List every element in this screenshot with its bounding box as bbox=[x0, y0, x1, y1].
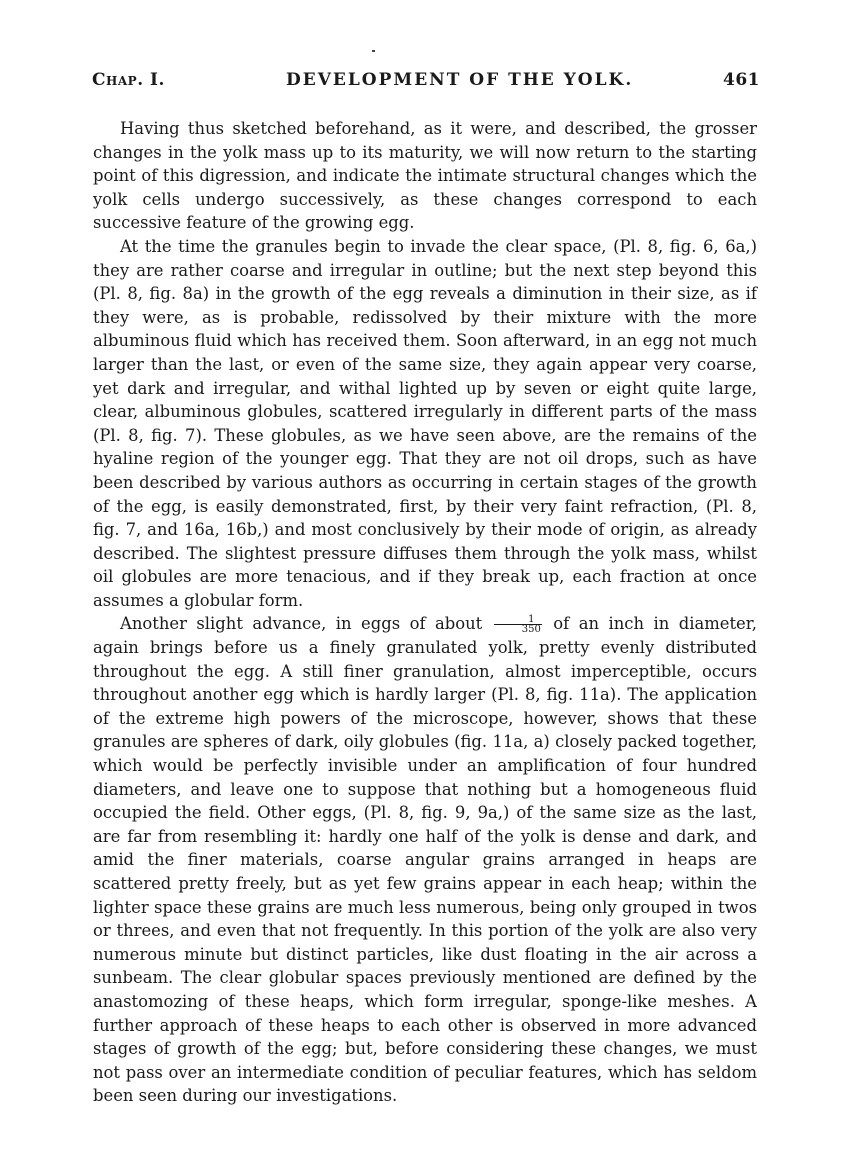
page-number: 461 bbox=[723, 70, 760, 90]
printer-mark bbox=[372, 50, 375, 52]
paragraph-3 bbox=[93, 612, 757, 1107]
running-header bbox=[92, 70, 760, 94]
fraction-numerator: 1 bbox=[494, 615, 542, 625]
paragraph-1: Having thus sketched beforehand, as it were, and described, the grosser changes in the yolk mass up to its maturity, we will now return to the starting point of this digression, and indicate the intimate structural changes which the yolk cells undergo successively, as these changes correspond to each successive feature of the growing egg. bbox=[93, 119, 757, 233]
paragraph-3-rest: of an inch in diameter, again brings before us a finely granulated yolk, pretty evenly distributed throughout the egg. A still finer granulation, almost imperceptible, occurs throughout another egg which is hardly larger (Pl. 8, fig. 11a). The application of the extreme high powers of the microscope, however, shows that these granules are spheres of dark, oily globules (fig. 11a, a) closely packed together, which would be perfectly invisible under an amplification of four hundred diameters, and leave one to suppose that nothing but a homogeneous fluid occupied the field. Other eggs, (Pl. 8, fig. 9, 9a,) of the same size as the last, are far from resembling it: hardly one half of the yolk is dense and dark, and amid the finer materials, coarse angular grains arranged in heaps are scattered pretty freely, but as yet few grains appear in each heap; within the lighter space these grains are much less numerous, being only grouped in twos or threes, and even that not frequently. In this portion of the yolk are also very numerous minute but distinct particles, like dust floating in the air across a sunbeam. The clear globular spaces previously mentioned are defined by the anastomozing of these heaps, which form irregular, sponge-like meshes. A further approach of these heaps to each other is observed in more advanced stages of growth of the egg; but, before considering these changes, we must not pass over an intermediate condition of peculiar features, which has seldom been seen during our investigations. bbox=[93, 614, 758, 1106]
chapter-label: Chap. I. bbox=[92, 70, 165, 90]
fraction bbox=[494, 615, 542, 634]
body-text bbox=[93, 117, 757, 1108]
running-title: DEVELOPMENT OF THE YOLK. bbox=[286, 70, 634, 90]
paragraph-3-start: Another slight advance, in eggs of about bbox=[120, 614, 483, 634]
fraction-denominator: 350 bbox=[521, 624, 541, 636]
paragraph-2: At the time the granules begin to invade the clear space, (Pl. 8, fig. 6, 6a,) they are rather coarse and irregular in outline; but the next step beyond this (Pl. 8, fig. 8a) in the growth of the egg reveals a diminution in their size, as if they were, as is probable, redissolved by their mixture with the more albuminous fluid which has received them. Soon afterward, in an egg not much larger than the last, or even of the same size, they again appear very coarse, yet dark and irregular, and withal lighted up by seven or eight quite large, clear, albuminous globules, scattered irregularly in different parts of the mass (Pl. 8, fig. 7). These globules, as we have seen above, are the remains of the hyaline region of the younger egg. That they are not oil drops, such as have been described by various authors as occurring in certain stages of the growth of the egg, is easily demonstrated, first, by their very faint refraction, (Pl. 8, fig. 7, and 16a, 16b,) and most conclusively by their mode of origin, as already described. The slightest pressure diffuses them through the yolk mass, whilst oil globules are more tenacious, and if they break up, each fraction at once assumes a globular form. bbox=[93, 236, 757, 610]
